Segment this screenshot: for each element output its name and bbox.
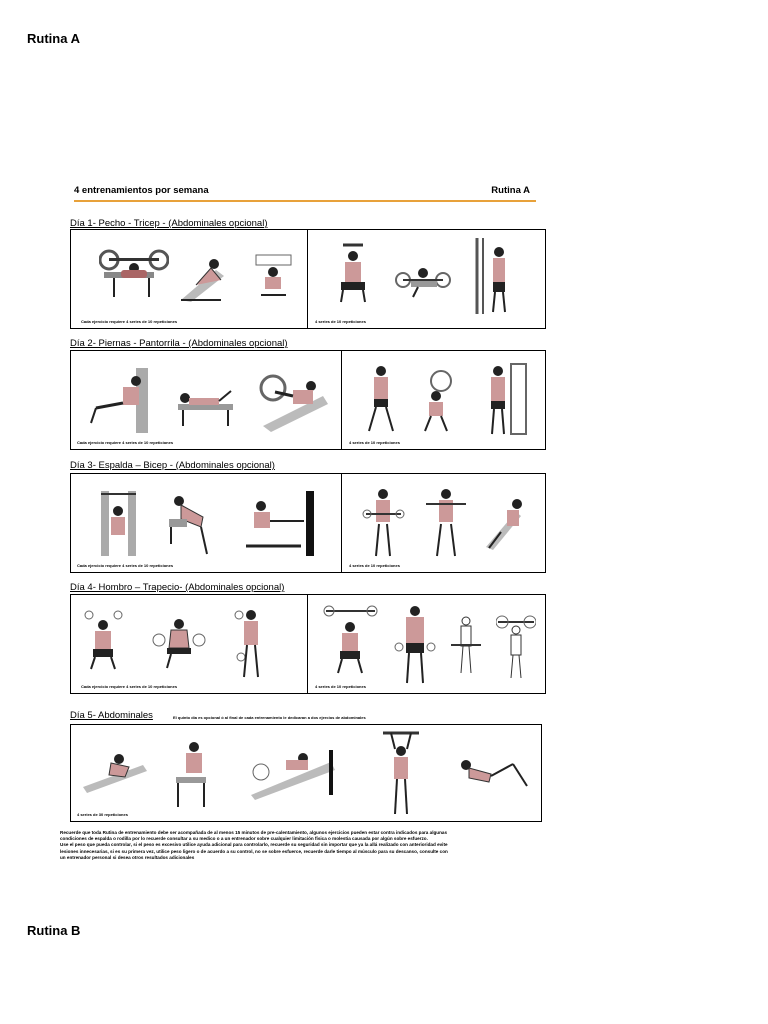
day-1-caption-right: 4 series de 10 repeticiones xyxy=(315,319,366,324)
day-2-title: Día 2- Piernas - Pantorrila - (Abdominales opcional) xyxy=(70,338,288,349)
leg-extension-figure xyxy=(81,363,161,438)
sheet-left-title: 4 entrenamientos por semana xyxy=(74,185,209,196)
day-3-exercise-panel xyxy=(70,473,546,573)
footer-line: Use el peso que pueda controlar, si el peso es excesivo utilice ayuda adicional para controlarlo, recuerde su seguridad sin importar que ya la allá realizado con anterioridad evite xyxy=(60,842,448,848)
heading-rutina-a: Rutina A xyxy=(27,31,80,46)
day-4-caption-right: 4 series de 10 repeticiones xyxy=(315,684,366,689)
day-2-caption-left: Cada ejercicio requiere 4 series de 10 repeticiones xyxy=(77,440,174,445)
heading-rutina-b: Rutina B xyxy=(27,923,81,938)
day-5-note: El quinto día es opcional ó al final de cada entrenamiento le dedicaran a dos ejercios de abdominales xyxy=(173,715,366,720)
incline-leg-raise-figure xyxy=(241,740,341,800)
bent-lateral-raise-figure xyxy=(149,610,209,670)
day-1-caption-left: Cada ejercicio requiere 4 series de 10 repeticiones xyxy=(81,319,178,324)
day-2-caption-right: 4 series de 10 repeticiones xyxy=(349,440,400,445)
leg-curl-figure xyxy=(173,376,243,431)
day-5-title: Día 5- Abdominales xyxy=(70,710,153,721)
day-4-caption-left: Cada ejercicio requiere 4 series de 10 repeticiones xyxy=(81,684,178,689)
day-4-title: Día 4- Hombro – Trapecio- (Abdominales opcional) xyxy=(70,582,285,593)
upright-row-figure xyxy=(451,615,481,675)
footer-line: Recuerde que toda Rutina de entrenamiento debe ser acompañada de al menos 15 minutos de pre-calentamiento, algunos ejercicios pueden estar contra indicados para algunas xyxy=(60,830,448,835)
bench-press-figure xyxy=(99,242,169,302)
dumbbell-shrug-figure xyxy=(393,603,438,685)
barbell-curl-figure xyxy=(361,484,406,559)
decline-situp-figure xyxy=(81,745,151,795)
day-4-exercise-panel xyxy=(70,594,546,694)
squat-figure xyxy=(411,361,461,436)
leg-press-figure xyxy=(253,366,333,436)
overhead-triceps-figure xyxy=(333,240,373,305)
day-1-title: Día 1- Pecho - Tricep - (Abdominales opcional) xyxy=(70,218,268,229)
hanging-leg-raise-figure xyxy=(381,729,421,817)
footer-line: condiciones de espalda o rodilla por lo recuerde consultar a su medico o a un entrenador sobre cualquier limitación física o molestia causada por algún sobre esfuerzo. xyxy=(60,836,428,842)
barbell-shrug-figure xyxy=(496,610,536,680)
day-1-exercise-panel xyxy=(70,229,546,329)
day-5-caption: 4 series de 30 repeticiones xyxy=(77,812,128,817)
footer-line: un entrenador personal si desea otros resultados adicionales xyxy=(60,854,195,860)
shoulder-press-figure xyxy=(81,603,126,673)
roman-chair-figure xyxy=(166,735,216,810)
safety-footer-note xyxy=(60,830,530,861)
lying-triceps-figure xyxy=(393,245,453,300)
sheet-header xyxy=(74,184,536,202)
routine-sheet-image xyxy=(60,180,548,880)
seated-cable-row-figure xyxy=(236,486,326,561)
calf-raise-figure xyxy=(476,359,531,439)
one-arm-row-figure xyxy=(161,489,216,559)
day-3-caption-right: 4 series de 10 repeticiones xyxy=(349,563,400,568)
crunch-figure xyxy=(451,750,531,795)
barbell-shoulder-press-figure xyxy=(323,603,378,675)
dumbbell-lunge-figure xyxy=(361,361,401,436)
front-raise-figure xyxy=(231,605,271,680)
day-3-title: Día 3- Espalda – Bicep - (Abdominales opcional) xyxy=(70,460,275,471)
cable-pushdown-figure xyxy=(469,236,519,316)
day-5-exercise-panel xyxy=(70,724,542,822)
day-2-exercise-panel xyxy=(70,350,546,450)
chest-fly-machine-figure xyxy=(251,250,296,300)
sheet-right-title: Rutina A xyxy=(491,185,530,196)
day-3-caption-left: Cada ejercicio requiere 4 series de 10 repeticiones xyxy=(77,563,174,568)
lat-pulldown-figure xyxy=(96,486,141,561)
ez-bar-curl-figure xyxy=(421,484,471,559)
incline-press-figure xyxy=(176,250,231,305)
footer-line: lesiones innecesarias, si es su primera vez, utilice peso ligero o de acuerdo a su control, no se sobre esfuerce, recuerde darle tiempo al músculo para su descanso, consulte con xyxy=(60,848,448,854)
incline-curl-figure xyxy=(481,492,531,552)
